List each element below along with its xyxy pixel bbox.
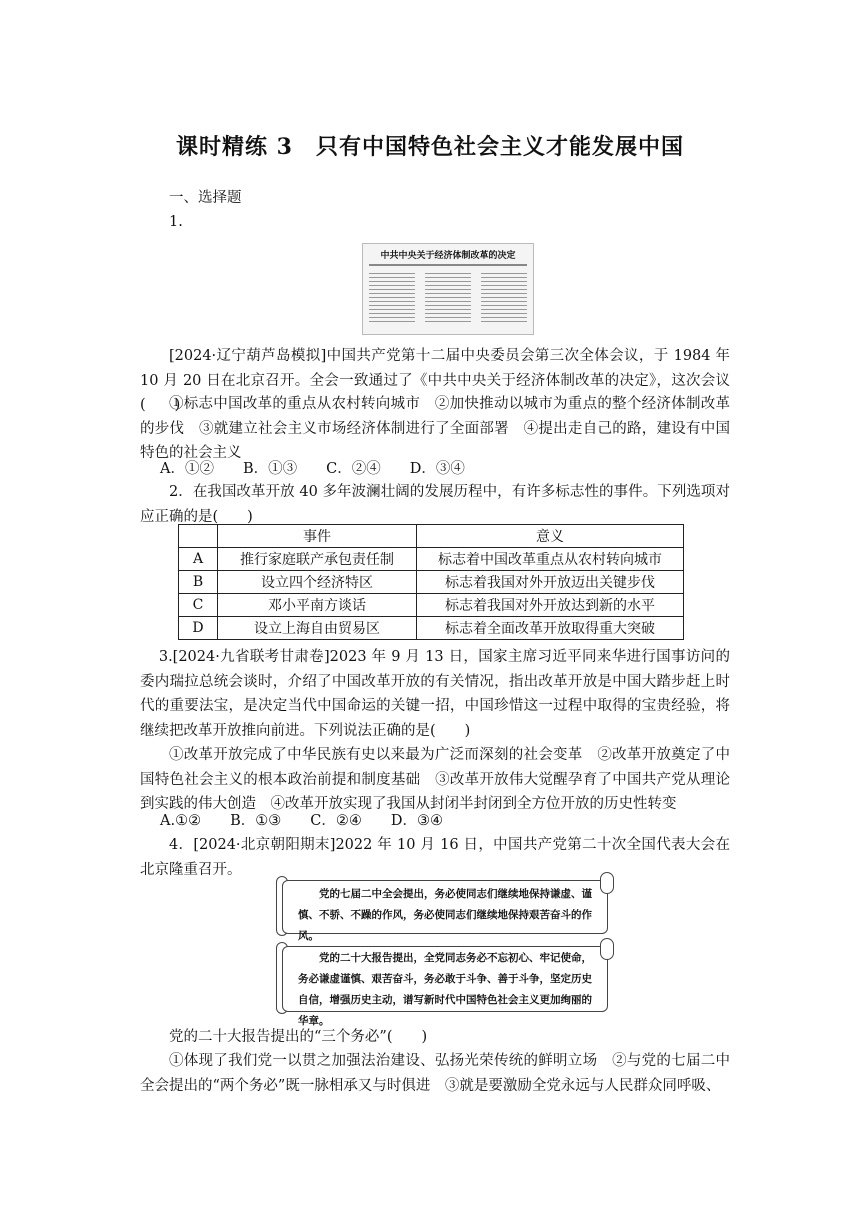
q4-statements: ①体现了我们党一以贯之加强法治建设、弘扬光荣传统的鲜明立场 ②与党的七届二中全会提出的“两个务必”既一脉相承又与时俱进 ③就是要激励全党永远与人民群众同呼吸、: [140, 1053, 730, 1094]
q3-options: A.①② B．①③ C．②④ D．③④: [160, 813, 443, 829]
scroll-text-1: 党的七届二中全会提出，务必使同志们继续地保持谦虚、谨慎、不骄、不躁的作风，务必使同志们继续地保持艰苦奋斗的作风。: [298, 888, 592, 942]
q2-table: [178, 524, 684, 640]
q3-statements: ①改革开放完成了中华民族有史以来最为广泛而深刻的社会变革 ②改革开放奠定了中国特色社会主义的根本政治前提和制度基础 ③改革开放伟大觉醒孕育了中国共产党从理论到实践的伟大创造 ④改革开放实现了我国从封闭半封闭到全方位开放的历史性转变: [140, 747, 730, 812]
q4-stem: 4．[2024·北京朝阳期末]2022 年 10 月 16 日，中国共产党第二十次全国代表大会在北京隆重召开。: [140, 837, 730, 878]
section-heading: 一、选择题: [169, 190, 242, 206]
q1-statements: ①标志中国改革的重点从农村转向城市 ②加快推动以城市为重点的整个经济体制改革的步伐 ③就建立社会主义市场经济体制进行了全面部署 ④提出走自己的路，建设有中国特色的社会主义: [140, 396, 730, 461]
q1-number: 1.: [169, 214, 183, 230]
table-row: D 设立上海自由贸易区 标志着全面改革开放取得重大突破: [179, 617, 684, 640]
table-row: A 推行家庭联产承包责任制 标志着中国改革重点从农村转向城市: [179, 548, 684, 571]
q3-stem: 3.[2024·九省联考甘肃卷]2023 年 9 月 13 日，国家主席习近平同来华进行国事访问的委内瑞拉总统会谈时，介绍了中国改革开放的有关情况，指出改革开放是中国大踏步赶上时代的重要法宝，是决定当代中国命运的关键一招，中国珍惜这一过程中取得的宝贵经验，将继续把改革开放推向前进。下列说法正确的是( ): [140, 649, 730, 739]
table-header-row: 事件 意义: [179, 525, 684, 548]
scroll-box-2: [276, 942, 612, 1027]
table-row: C 邓小平南方谈话 标志着我国对外开放达到新的水平: [179, 594, 684, 617]
newspaper-image: [362, 243, 534, 335]
newspaper-headline: 中共中央关于经济体制改革的决定: [380, 251, 516, 261]
q4-question: 党的二十大报告提出的“三个务必”( ): [169, 1029, 428, 1045]
q1-stem: [2024·辽宁葫芦岛模拟]中国共产党第十二届中央委员会第三次全体会议，于 1984 年 10 月 20 日在北京召开。全会一致通过了《中共中央关于经济体制改革的决定》，这次会议( ): [140, 348, 730, 413]
q2-stem: 2．在我国改革开放 40 多年波澜壮阔的发展历程中，有许多标志性的事件。下列选项对应正确的是( ): [140, 484, 730, 525]
scroll-box-1: [276, 876, 612, 942]
table-row: B 设立四个经济特区 标志着我国对外开放迈出关键步伐: [179, 571, 684, 594]
q1-options: A．①② B．①③ C．②④ D．③④: [160, 461, 465, 477]
scroll-text-2: 党的二十大报告提出，全党同志务必不忘初心、牢记使命，务必谦虚谨慎、艰苦奋斗，务必敢于斗争、善于斗争，坚定历史自信，增强历史主动，谱写新时代中国特色社会主义更加绚丽的华章。: [298, 952, 592, 1027]
page-title: 课时精练 3 只有中国特色社会主义才能发展中国: [176, 134, 684, 160]
